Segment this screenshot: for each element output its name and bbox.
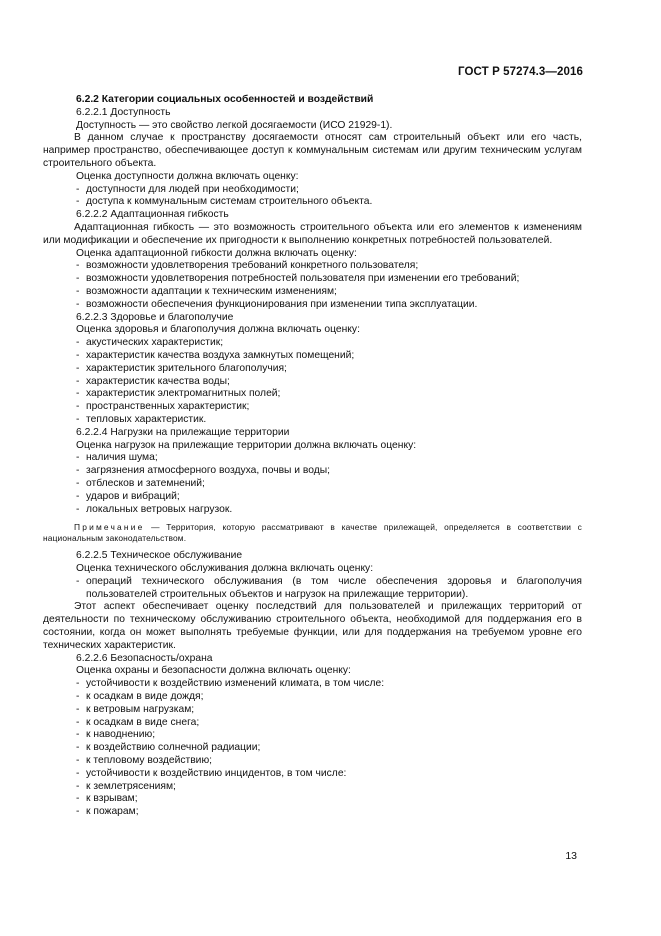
list-item [74, 491, 582, 504]
paragraph: Адаптационная гибкость — это возможность строительного объекта или его элементов к изменениям или модификации и обеспечение их пригодности к выполнению конкретных потребностей пользователей. [43, 221, 582, 246]
paragraph: В данном случае к пространству досягаемости относят сам строительный объект или его часть, например пространство, обеспечивающее доступ к коммунальным системам или другим техническим услугам строительного объекта. [43, 132, 582, 169]
subsection-title: 6.2.2.3 Здоровье и благополучие [76, 311, 234, 323]
subsection-title: 6.2.2.2 Адаптационная гибкость [76, 209, 229, 221]
list-bullet: - [76, 452, 80, 464]
list-item [74, 504, 582, 517]
list-item [74, 363, 582, 376]
subsection-title: 6.2.2.5 Техническое обслуживание [76, 550, 243, 562]
list-bullet: - [76, 490, 80, 502]
list-item [74, 704, 582, 717]
list-item [74, 691, 582, 704]
list-item-text: к наводнению; [86, 729, 156, 741]
list-item [74, 742, 582, 755]
list-bullet: - [76, 401, 80, 413]
note-label: Примечание [74, 522, 145, 533]
list-item-text: тепловых характеристик. [86, 413, 207, 425]
list-item [74, 299, 582, 312]
list-bullet: - [76, 183, 80, 195]
list-item [74, 350, 582, 363]
list-bullet: - [76, 196, 80, 208]
list-item [74, 286, 582, 299]
list-item [74, 184, 582, 197]
list-bullet: - [76, 780, 80, 792]
paragraph: Оценка нагрузок на прилежащие территории должна включать оценку: [76, 439, 417, 451]
list-item [74, 806, 582, 819]
list-item-text: доступности для людей при необходимости; [86, 183, 299, 195]
paragraph: Доступность — это свойство легкой досягаемости (ИСО 21929-1). [76, 119, 393, 131]
list-item [74, 260, 582, 273]
list-bullet: - [76, 742, 80, 754]
list-bullet: - [76, 413, 80, 425]
list-item-text: операций технического обслуживания (в том числе обеспечения здоровья и благополучия пользователей строительных объектов и нагрузок на прилежащие территории). [86, 575, 582, 600]
paragraph: Оценка здоровья и благополучия должна включать оценку: [76, 324, 360, 336]
list-item-text: характеристик зрительного благополучия; [86, 362, 287, 374]
list-item-text: к пожарам; [86, 806, 139, 818]
list-item-text: возможности удовлетворения требований конкретного пользователя; [86, 260, 419, 272]
list-bullet: - [76, 375, 80, 387]
list-item-text: к осадкам в виде дождя; [86, 691, 204, 703]
list-bullet: - [76, 388, 80, 400]
list-item [74, 678, 582, 691]
paragraph: Оценка адаптационной гибкости должна включать оценку: [76, 247, 357, 259]
list-item-text: возможности удовлетворения потребностей пользователя при изменении его требований; [86, 273, 520, 285]
list-item-text: к взрывам; [86, 793, 138, 805]
list-bullet: - [76, 767, 80, 779]
section-heading: 6.2.2 Категории социальных особенностей и воздействий [76, 94, 374, 105]
list-item-text: ударов и вибраций; [86, 490, 180, 502]
list-bullet: - [76, 260, 80, 272]
list-item [74, 717, 582, 730]
list-bullet: - [76, 273, 80, 285]
list-item [74, 196, 582, 209]
list-item [74, 376, 582, 389]
list-item [74, 414, 582, 427]
list-item-text: загрязнения атмосферного воздуха, почвы и воды; [86, 465, 331, 477]
list-item [43, 576, 582, 602]
list-bullet: - [76, 716, 80, 728]
list-item [74, 401, 582, 414]
list-item-text: к тепловому воздействию; [86, 755, 213, 767]
list-item-text: к землетрясениям; [86, 780, 176, 792]
paragraph: Оценка доступности должна включать оценку: [76, 170, 299, 182]
list-bullet: - [76, 806, 80, 818]
list-item [74, 768, 582, 781]
list-item-text: возможности адаптации к техническим изменениям; [86, 285, 337, 297]
list-bullet: - [76, 793, 80, 805]
list-item-text: доступа к коммунальным системам строительного объекта. [86, 196, 373, 208]
list-item-text: пространственных характеристик; [86, 401, 250, 413]
document-body [43, 94, 582, 819]
list-bullet: - [76, 362, 80, 374]
list-item [74, 793, 582, 806]
list-bullet: - [76, 465, 80, 477]
list-item-text: наличия шума; [86, 452, 158, 464]
document-header: ГОСТ Р 57274.3—2016 [458, 66, 583, 78]
list-bullet: - [76, 349, 80, 361]
list-item-text: устойчивости к воздействию инцидентов, в том числе: [86, 767, 347, 779]
list-item-text: локальных ветровых нагрузок. [86, 503, 233, 515]
paragraph: Оценка технического обслуживания должна включать оценку: [76, 563, 374, 575]
page-number: 13 [565, 850, 577, 862]
note-text: — Территория, которую рассматривают в качестве прилежащей, определяется в соответствии с национальным законодательством. [43, 522, 582, 544]
list-bullet: - [76, 575, 80, 587]
list-item [74, 755, 582, 768]
list-item [74, 388, 582, 401]
list-item-text: акустических характеристик; [86, 337, 224, 349]
subsection-title: 6.2.2.1 Доступность [76, 106, 171, 118]
paragraph: Оценка охраны и безопасности должна включать оценку: [76, 665, 351, 677]
list-bullet: - [76, 729, 80, 741]
list-bullet: - [76, 503, 80, 515]
paragraph: Этот аспект обеспечивает оценку последствий для пользователей и прилежащих территорий от деятельности по техническому обслуживанию строительного объекта, необходимой для поддержания его в состоянии, когда он может выполнять требуемые функции, или для поддержания на требуемом уровне его технических характеристик. [43, 601, 582, 651]
list-item-text: характеристик качества воздуха замкнутых помещений; [86, 349, 355, 361]
list-item [74, 273, 582, 286]
list-item-text: характеристик электромагнитных полей; [86, 388, 281, 400]
list-bullet: - [76, 678, 80, 690]
list-item-text: возможности обеспечения функционирования при изменении типа эксплуатации. [86, 298, 478, 310]
list-item [74, 452, 582, 465]
list-bullet: - [76, 691, 80, 703]
list-item-text: устойчивости к воздействию изменений климата, в том числе: [86, 678, 385, 690]
note [43, 522, 582, 544]
list-item [74, 478, 582, 491]
list-item-text: характеристик качества воды; [86, 375, 230, 387]
list-item-text: к осадкам в виде снега; [86, 716, 200, 728]
list-item-text: к воздействию солнечной радиации; [86, 742, 261, 754]
subsection-title: 6.2.2.6 Безопасность/охрана [76, 652, 213, 664]
list-item-text: к ветровым нагрузкам; [86, 703, 195, 715]
list-item-text: отблесков и затемнений; [86, 477, 205, 489]
list-item [74, 729, 582, 742]
list-bullet: - [76, 337, 80, 349]
list-bullet: - [76, 477, 80, 489]
list-item [74, 337, 582, 350]
subsection-title: 6.2.2.4 Нагрузки на прилежащие территории [76, 426, 290, 438]
list-bullet: - [76, 285, 80, 297]
list-bullet: - [76, 298, 80, 310]
list-bullet: - [76, 703, 80, 715]
list-item [74, 465, 582, 478]
list-item [74, 781, 582, 794]
list-bullet: - [76, 755, 80, 767]
